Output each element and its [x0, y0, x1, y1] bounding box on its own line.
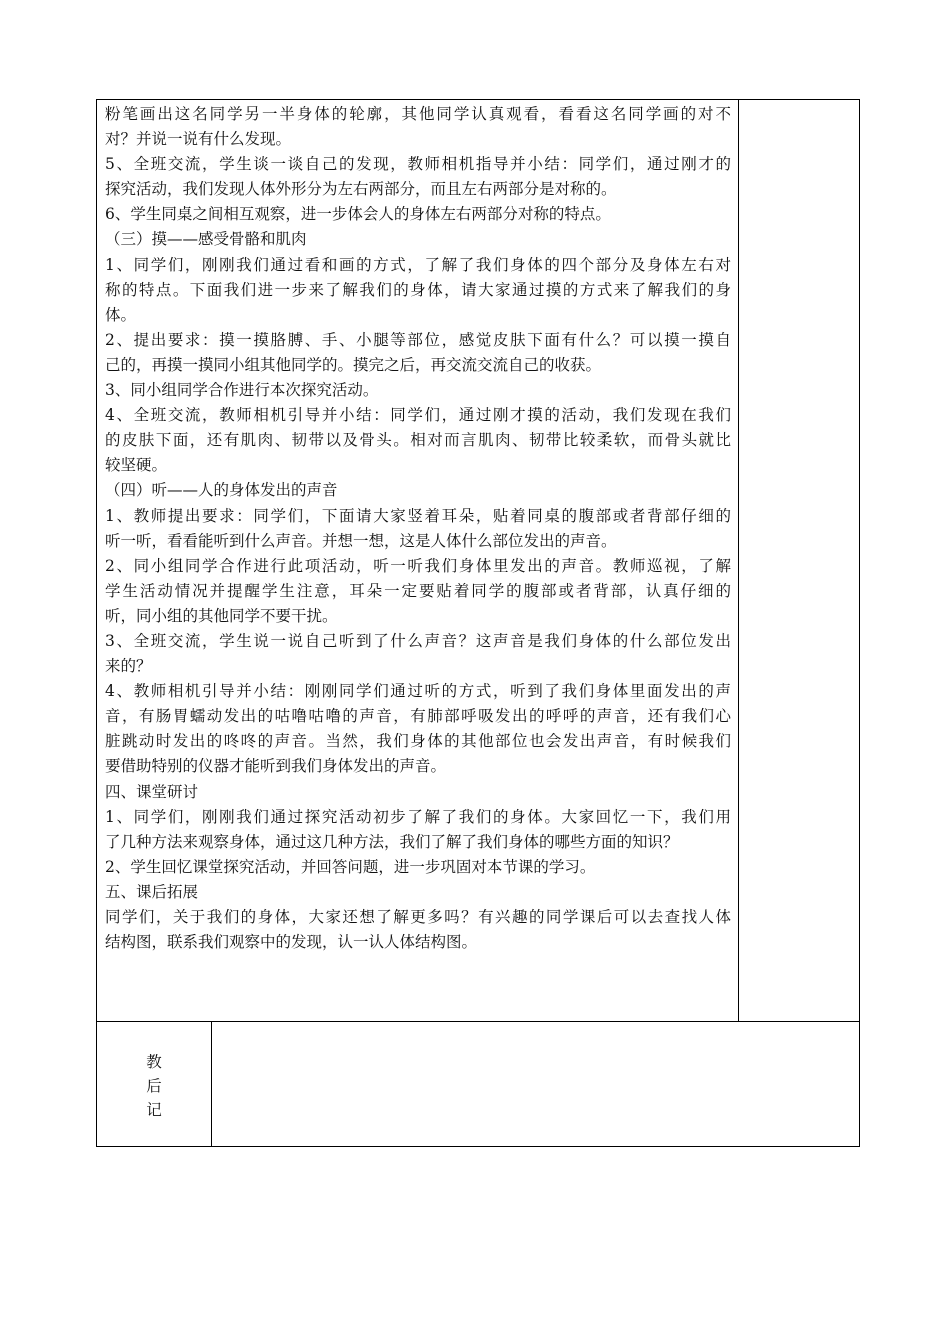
- lesson-text-line: 4、全班交流，教师相机引导并小结：同学们，通过刚才摸的活动，我们发现在我们: [105, 406, 731, 425]
- lesson-text-line: （三）摸——感受骨骼和肌肉: [105, 230, 307, 249]
- lesson-text-line: 4、教师相机引导并小结：刚刚同学们通过听的方式，听到了我们身体里面发出的声: [105, 682, 731, 701]
- lesson-text-line: 1、同学们，刚刚我们通过探究活动初步了解了我们的身体。大家回忆一下，我们用: [105, 807, 731, 826]
- lesson-process-row: [97, 100, 859, 1022]
- lesson-text-line: 听一听，看看能听到什么声音。并想一想，这是人体什么部位发出的声音。: [105, 531, 617, 550]
- lesson-text-line: 对？并说一说有什么发现。: [105, 130, 292, 149]
- lesson-text-line: 2、提出要求：摸一摸胳膊、手、小腿等部位，感觉皮肤下面有什么？可以摸一摸自: [105, 330, 731, 349]
- lesson-text-line: 3、全班交流，学生说一说自己听到了什么声音？这声音是我们身体的什么部位发出: [105, 631, 731, 650]
- lesson-text-line: 脏跳动时发出的咚咚的声音。当然，我们身体的其他部位也会发出声音，有时候我们: [105, 732, 731, 751]
- lesson-text-line: 听，同小组的其他同学不要干扰。: [105, 606, 338, 625]
- lesson-text-line: 粉笔画出这名同学另一半身体的轮廓，其他同学认真观看，看看这名同学画的对不: [105, 105, 731, 123]
- lesson-text-line: 2、学生回忆课堂探究活动，并回答问题，进一步巩固对本节课的学习。: [105, 857, 596, 876]
- lesson-text-line: 结构图，联系我们观察中的发现，认一认人体结构图。: [105, 933, 478, 952]
- notes-cell: [739, 100, 859, 1021]
- lesson-text-line: 6、学生同桌之间相互观察，进一步体会人的身体左右两部分对称的特点。: [105, 205, 611, 224]
- lesson-text-line: 来的？: [105, 657, 152, 676]
- reflection-label-cell: [97, 1022, 212, 1146]
- reflection-label-char: 后: [146, 1077, 162, 1095]
- lesson-text-line: 体。: [105, 305, 137, 324]
- lesson-text-line: 3、同小组同学合作进行本次探究活动。: [105, 381, 379, 400]
- lesson-text-line: 的皮肤下面，还有肌肉、韧带以及骨头。相对而言肌肉、韧带比较柔软，而骨头就比: [105, 431, 731, 450]
- reflection-label-char: 教: [146, 1053, 162, 1071]
- lesson-plan-table: [96, 99, 860, 1147]
- lesson-text-line: 1、同学们，刚刚我们通过看和画的方式，了解了我们身体的四个部分及身体左右对: [105, 255, 731, 274]
- post-lesson-reflection-row: [97, 1022, 859, 1146]
- lesson-text-line: 1、教师提出要求：同学们，下面请大家竖着耳朵，贴着同桌的腹部或者背部仔细的: [105, 506, 731, 525]
- reflection-content-cell: [212, 1022, 859, 1146]
- lesson-text-line: （四）听——人的身体发出的声音: [105, 481, 338, 500]
- lesson-text-line: 要借助特别的仪器才能听到我们身体发出的声音。: [105, 757, 447, 776]
- lesson-text-line: 四、课堂研讨: [105, 782, 199, 801]
- lesson-text-line: 学生活动情况并提醒学生注意，耳朵一定要贴着同学的腹部或者背部，认真仔细的: [105, 581, 731, 600]
- lesson-text-line: 称的特点。下面我们进一步来了解我们的身体，请大家通过摸的方式来了解我们的身: [105, 280, 731, 299]
- lesson-text-line: 了几种方法来观察身体，通过这几种方法，我们了解了我们身体的哪些方面的知识？: [105, 832, 679, 851]
- lesson-text-line: 己的，再摸一摸同小组其他同学的。摸完之后，再交流交流自己的收获。: [105, 355, 602, 374]
- lesson-text-line: 音，有肠胃蠕动发出的咕噜咕噜的声音，有肺部呼吸发出的呼呼的声音，还有我们心: [105, 707, 731, 726]
- lesson-process-cell: [97, 100, 739, 1021]
- lesson-text-line: 2、同小组同学合作进行此项活动，听一听我们身体里发出的声音。教师巡视，了解: [105, 556, 731, 575]
- lesson-text-line: 5、全班交流，学生谈一谈自己的发现，教师相机指导并小结：同学们，通过刚才的: [105, 155, 731, 174]
- reflection-label-char: 记: [146, 1101, 162, 1119]
- lesson-text-line: 探究活动，我们发现人体外形分为左右两部分，而且左右两部分是对称的。: [105, 180, 617, 199]
- lesson-text-line: 较坚硬。: [105, 456, 168, 475]
- lesson-text-line: 五、课后拓展: [105, 882, 199, 901]
- lesson-text-line: 同学们，关于我们的身体，大家还想了解更多吗？有兴趣的同学课后可以去查找人体: [105, 908, 731, 926]
